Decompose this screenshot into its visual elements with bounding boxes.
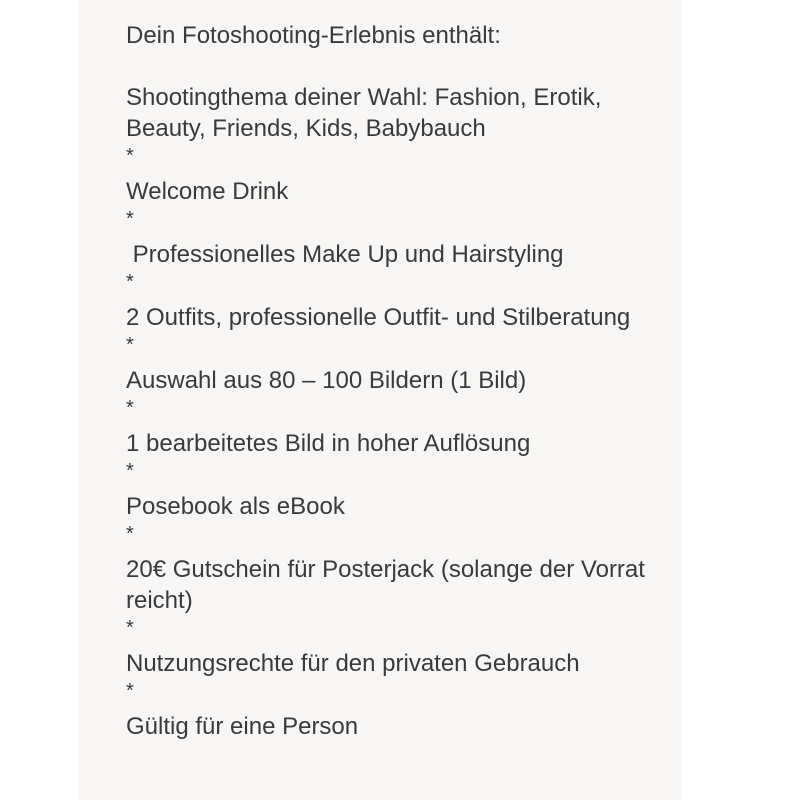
separator: * — [126, 523, 134, 545]
separator: * — [126, 334, 134, 356]
list-item: Auswahl aus 80 – 100 Bildern (1 Bild) — [126, 367, 527, 394]
list-item: Nutzungsrechte für den privaten Gebrauch — [126, 650, 580, 677]
text-block — [126, 20, 666, 742]
list-item: Shootingthema deiner Wahl: Fashion, Erotik, Beauty, Friends, Kids, Babybauch — [126, 84, 602, 142]
list-item: 20€ Gutschein für Posterjack (solange der Vorrat reicht) — [126, 556, 645, 614]
list-item: Posebook als eBook — [126, 493, 345, 520]
list-item: 2 Outfits, professionelle Outfit- und Stilberatung — [126, 304, 631, 331]
list-item: Professionelles Make Up und Hairstyling — [126, 241, 564, 268]
separator: * — [126, 460, 134, 482]
separator: * — [126, 208, 134, 230]
separator: * — [126, 617, 134, 639]
separator: * — [126, 145, 134, 167]
separator: * — [126, 680, 134, 702]
list-item: 1 bearbeitetes Bild in hoher Auflösung — [126, 430, 531, 457]
list-item: Welcome Drink — [126, 178, 289, 205]
list-item: Gültig für eine Person — [126, 713, 359, 740]
heading: Dein Fotoshooting-Erlebnis enthält: — [126, 22, 501, 49]
separator: * — [126, 271, 134, 293]
separator: * — [126, 397, 134, 419]
